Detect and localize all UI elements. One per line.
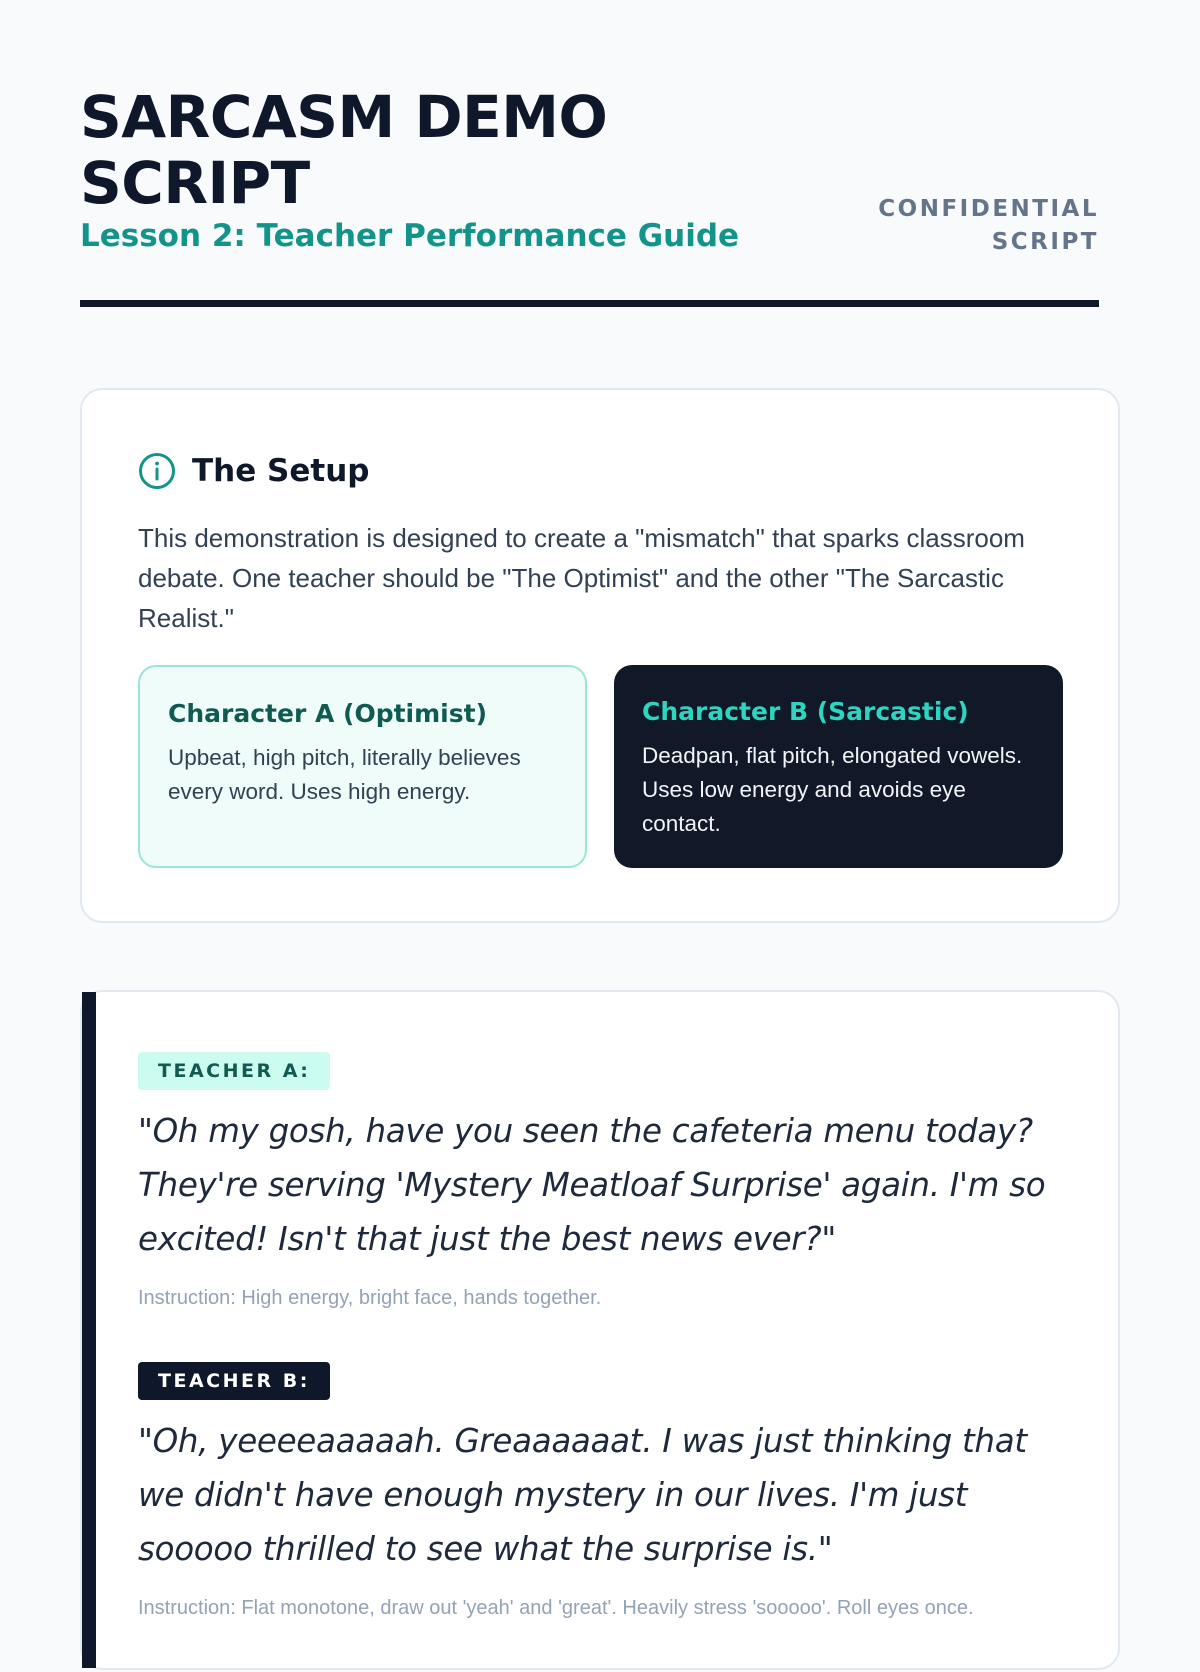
setup-description: This demonstration is designed to create a "mismatch" that sparks classroom debate. One teacher should be "The Optimist" and the other "The Sarcastic Realist.": [138, 523, 1025, 633]
script-card: [80, 990, 1120, 1670]
page-title: SARCASM DEMO SCRIPT: [80, 83, 608, 217]
confidential-label: CONFIDENTIAL SCRIPT: [878, 196, 1099, 255]
teacher-a-badge: TEACHER A:: [138, 1052, 330, 1090]
teacher-b-instruction: Instruction: Flat monotone, draw out 'yeah' and 'great'. Heavily stress 'sooooo'. Roll eyes once.: [138, 1597, 974, 1619]
script-line-teacher-b: [138, 1362, 1078, 1622]
setup-title: The Setup: [192, 453, 370, 489]
character-b-title: Character B (Sarcastic): [642, 697, 969, 726]
character-a-description: Upbeat, high pitch, literally believes every word. Uses high energy.: [168, 745, 521, 804]
teacher-a-quote: "Oh my gosh, have you seen the cafeteria menu today? They're serving 'Mystery Meatloaf Surprise' again. I'm so excited! Isn't that just the best news ever?": [138, 1112, 1046, 1258]
teacher-b-badge: TEACHER B:: [138, 1362, 330, 1400]
header: [80, 0, 1099, 308]
teacher-b-quote: "Oh, yeeeeaaaaah. Greaaaaaat. I was just thinking that we didn't have enough mystery in our lives. I'm just sooooo thrilled to see what the surprise is.": [138, 1422, 1027, 1568]
teacher-a-instruction: Instruction: High energy, bright face, hands together.: [138, 1287, 602, 1309]
setup-heading: [138, 452, 369, 490]
character-a-title: Character A (Optimist): [168, 699, 487, 728]
script-lines: [138, 1052, 1078, 1672]
script-accent-bar: [82, 992, 96, 1668]
page-subtitle: Lesson 2: Teacher Performance Guide: [80, 218, 740, 254]
character-b-description: Deadpan, flat pitch, elongated vowels. Uses low energy and avoids eye contact.: [642, 743, 1023, 836]
setup-card: [80, 388, 1120, 923]
info-icon: [138, 452, 176, 490]
character-b-card: [614, 665, 1063, 868]
character-a-card: [138, 665, 587, 868]
script-line-teacher-a: [138, 1052, 1078, 1312]
header-divider: [80, 300, 1099, 307]
